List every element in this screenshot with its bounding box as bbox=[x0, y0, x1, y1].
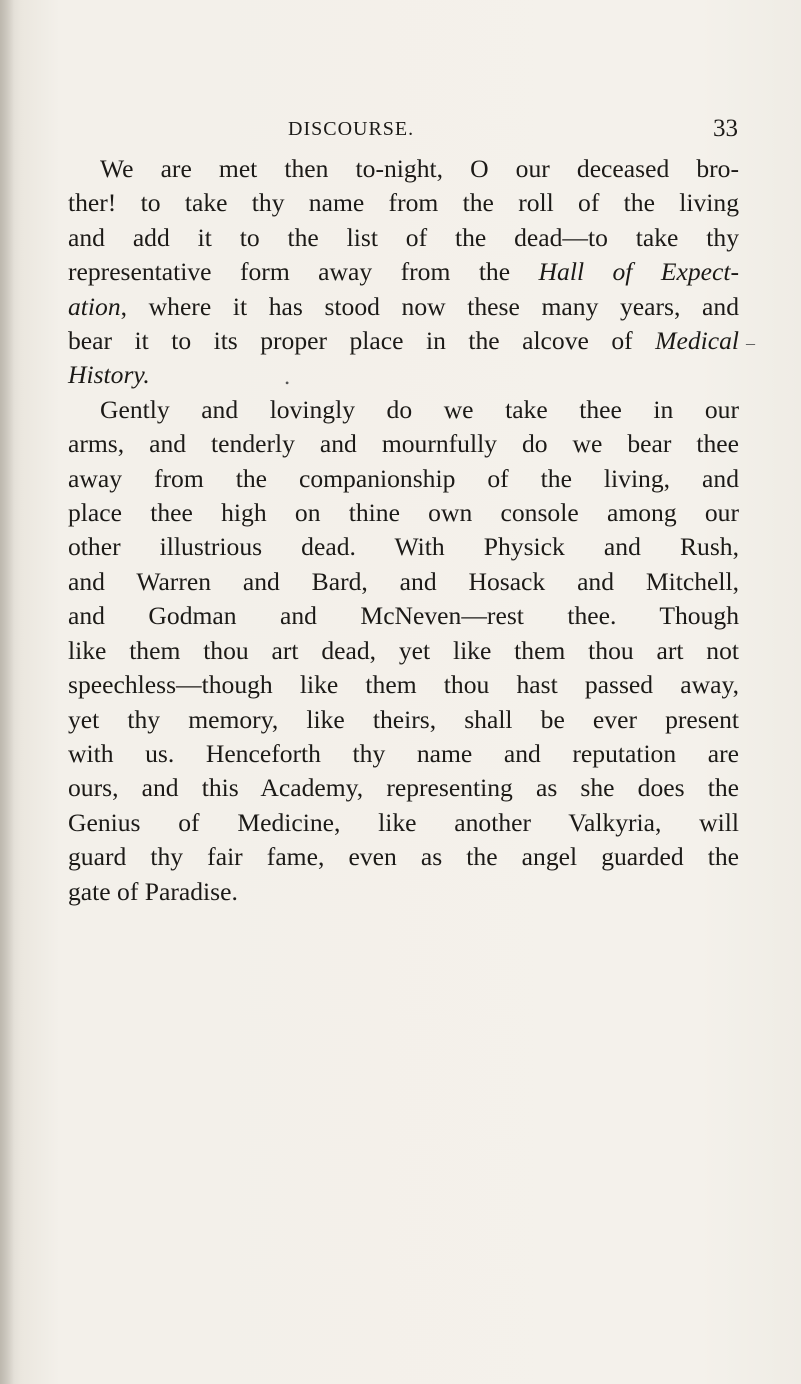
italic-run: ation bbox=[68, 291, 121, 321]
text-line: guard thy fair fame, even as the angel guarded the bbox=[68, 842, 739, 872]
text-line: ther! to take thy name from the roll of the living bbox=[68, 188, 739, 218]
text-line: gate of Paradise. bbox=[68, 876, 238, 906]
text-line: We are met then to-night, O our deceased bro- bbox=[100, 154, 739, 183]
text-line: arms, and tenderly and mournfully do we bear thee bbox=[68, 429, 739, 459]
italic-run: History. bbox=[68, 360, 150, 390]
text-line: and add it to the list of the dead—to take thy bbox=[68, 222, 739, 252]
text-line: speechless—though like them thou hast passed away, bbox=[68, 670, 739, 700]
print-speck: • bbox=[285, 376, 290, 390]
paragraph-2 bbox=[68, 393, 739, 909]
page-number: 33 bbox=[713, 115, 738, 142]
text-line: away from the companionship of the living, and bbox=[68, 463, 739, 493]
text-line: ours, and this Academy, representing as she does the bbox=[68, 773, 739, 803]
text-run: bear it to its proper place in the alcove of bbox=[68, 326, 656, 356]
text-line bbox=[68, 290, 739, 324]
text-line: other illustrious dead. With Physick and Rush, bbox=[68, 532, 739, 562]
text-line: Gently and lovingly do we take thee in our bbox=[100, 394, 739, 424]
running-head: DISCOURSE. bbox=[288, 118, 415, 140]
italic-run: Medical bbox=[655, 326, 739, 356]
body-text bbox=[68, 152, 739, 909]
text-line: Genius of Medicine, like another Valkyria, will bbox=[68, 807, 739, 837]
text-line: yet thy memory, like theirs, shall be ever present bbox=[68, 704, 739, 734]
text-line: like them thou art dead, yet like them thou art not bbox=[68, 635, 739, 665]
page-header bbox=[68, 115, 738, 148]
binding-shadow bbox=[0, 0, 14, 1384]
text-line: and Godman and McNeven—rest thee. Though bbox=[68, 601, 739, 631]
paragraph-1 bbox=[68, 152, 739, 393]
text-line bbox=[68, 324, 739, 358]
margin-mark: – bbox=[746, 333, 755, 353]
text-line: and Warren and Bard, and Hosack and Mitchell, bbox=[68, 566, 739, 596]
text-run: , where it has stood now these many years, and bbox=[120, 291, 739, 321]
text-line: with us. Henceforth thy name and reputation are bbox=[68, 738, 739, 768]
text-line bbox=[68, 255, 739, 289]
italic-run: Hall of Expect- bbox=[538, 257, 739, 287]
text-line bbox=[68, 358, 739, 392]
text-line: place thee high on thine own console among our bbox=[68, 498, 739, 528]
text-run: representative form away from the bbox=[68, 257, 539, 287]
